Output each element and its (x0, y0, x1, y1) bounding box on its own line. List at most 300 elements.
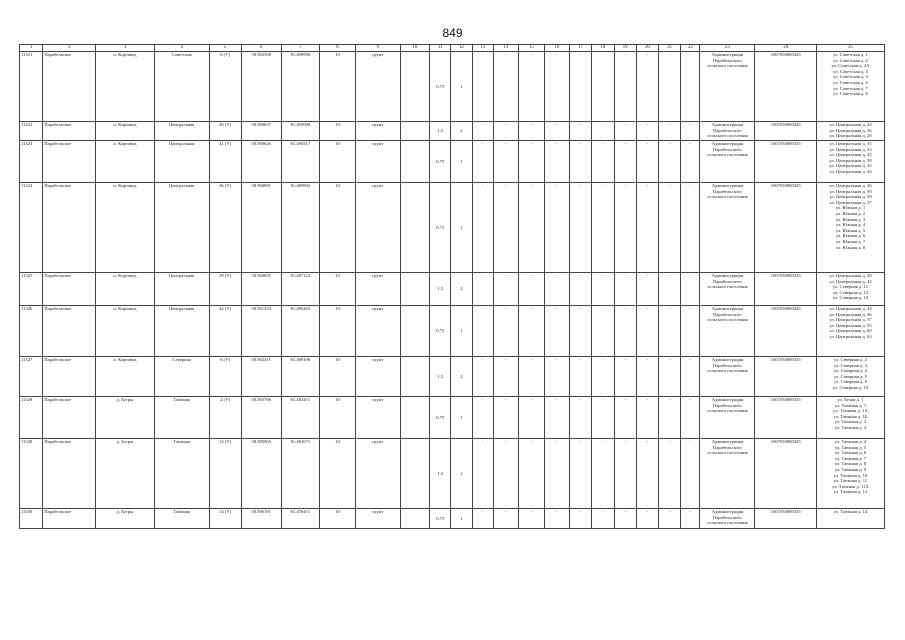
address-line: ул. Таежная д. 11 (833, 478, 868, 484)
dash-cell: - (544, 141, 569, 183)
admin-cell (700, 273, 755, 306)
dash-cell: - (544, 306, 569, 357)
dash-cell: - (636, 273, 658, 306)
column-header: 13 (472, 45, 493, 52)
address-line: ул. Центральная д. 28 (829, 133, 872, 139)
address-line: ул. Северная д. 5 (833, 373, 867, 379)
place-cell: п. Кирзавод (96, 273, 154, 306)
column-header: 18 (592, 45, 614, 52)
dash-cell: - (472, 273, 493, 306)
dash-cell: - (493, 509, 518, 529)
house-cell: 36 (У) (209, 183, 241, 273)
dash-cell: - (614, 357, 636, 397)
dash-cell: - (614, 306, 636, 357)
admin-line: Парабельского (713, 402, 742, 408)
address-line: ул. Таежная д. 12 (833, 489, 868, 495)
place-cell: п. Кирзавод (96, 122, 154, 141)
dash-cell: - (570, 509, 592, 529)
dash-cell: - (544, 52, 569, 122)
column-header: 23 (700, 45, 755, 52)
address-list-cell (816, 183, 884, 273)
area-cell: 1,5 (430, 357, 451, 397)
address-line: ул. Северная д. 11 (832, 284, 869, 290)
row-number: 11327 (20, 357, 43, 397)
dash-cell: - (493, 357, 518, 397)
house-cell: 14 (У) (209, 509, 241, 529)
house-cell: 12 (У) (209, 439, 241, 509)
admin-line: Парабельского (713, 146, 742, 152)
column-header-row (20, 45, 885, 52)
admin-line: Парабельского (713, 514, 742, 520)
latitude-cell: 58.580695 (241, 273, 281, 306)
admin-line: Администрация (711, 397, 744, 402)
dash-cell: - (636, 306, 658, 357)
settlement-cell: Парабельское (43, 357, 96, 397)
admin-line: сельского поселения (707, 194, 748, 200)
dash-cell: - (519, 183, 544, 273)
dash-cell: - (544, 439, 569, 509)
empty-cell (400, 509, 430, 529)
street-cell: Центральная (154, 183, 209, 273)
dash-cell: - (570, 439, 592, 509)
address-line: ул. Северная д. 12 (832, 289, 869, 295)
area-cell: 0,75 (430, 52, 451, 122)
area-cell: 0,75 (430, 141, 451, 183)
latitude-cell: 58.585706 (241, 397, 281, 439)
house-cell: 6 (У) (209, 357, 241, 397)
address-line: ул. Таежная д. 14 (833, 509, 868, 514)
address-line: ул. Таежная д. 1А (833, 408, 868, 414)
dash-cell: - (570, 183, 592, 273)
col8-cell: 10 (319, 273, 355, 306)
column-header: 8 (319, 45, 355, 52)
admin-cell (700, 509, 755, 529)
dash-cell: - (519, 439, 544, 509)
dash-cell: - (544, 509, 569, 529)
admin-cell (700, 397, 755, 439)
address-line: ул. Советская д. 6 (833, 79, 868, 85)
area-cell: 0,75 (430, 306, 451, 357)
admin-line: сельского поселения (707, 317, 748, 323)
dash-cell: - (544, 183, 569, 273)
admin-line: сельского поселения (707, 133, 748, 139)
address-line: ул. Северная д. 10 (832, 295, 869, 301)
address-list-cell (816, 509, 884, 529)
count-cell: 1 (451, 52, 472, 122)
latitude-cell: 58.581323 (241, 306, 281, 357)
column-header: 14 (493, 45, 518, 52)
dash-cell: - (659, 397, 681, 439)
address-line: ул. Центральная д. 60 (829, 328, 872, 334)
address-line: ул. Советская д. 7 (833, 85, 868, 91)
longitude-cell: 81.489106 (281, 357, 319, 397)
admin-line: Парабельского (713, 188, 742, 194)
settlement-cell: Парабельское (43, 122, 96, 141)
dash-cell: - (681, 397, 700, 439)
surface-cell: грунт (355, 357, 400, 397)
admin-line: сельского поселения (707, 152, 748, 158)
admin-line: сельского поселения (707, 63, 748, 69)
dash-cell: - (636, 122, 658, 141)
address-line: ул. Советская д. 8 (833, 91, 868, 97)
admin-line: Администрация (711, 357, 744, 362)
dash-cell: - (472, 122, 493, 141)
ogrn-cell: 1067030000345 (755, 397, 816, 439)
row-number: 11321 (20, 52, 43, 122)
address-line: ул. Центральная д. 26 (829, 127, 872, 133)
admin-line: Парабельского (713, 311, 742, 317)
latitude-cell: 58.580637 (241, 122, 281, 141)
dash-cell: - (659, 52, 681, 122)
address-line: ул. Таежная д. 2 (834, 419, 867, 425)
admin-line: Администрация (711, 273, 744, 278)
admin-cell (700, 183, 755, 273)
dash-cell: - (681, 509, 700, 529)
empty-cell (400, 306, 430, 357)
place-cell: п. Кирзавод (96, 183, 154, 273)
dash-cell: - (493, 306, 518, 357)
column-header: 21 (659, 45, 681, 52)
longitude-cell: 81.481671 (281, 439, 319, 509)
place-cell: д. Бугры (96, 439, 154, 509)
admin-cell (700, 439, 755, 509)
dash-cell: - (592, 439, 614, 509)
dash-cell: - (519, 509, 544, 529)
row-number: 11322 (20, 122, 43, 141)
dash-cell: - (592, 306, 614, 357)
address-line: ул. Таежная д. 9 (834, 466, 867, 472)
dash-cell: - (493, 183, 518, 273)
column-header: 24 (755, 45, 816, 52)
ogrn-cell: 1067030000345 (755, 141, 816, 183)
address-line: ул. Центральная д. 38 (829, 194, 872, 200)
column-header: 10 (400, 45, 430, 52)
admin-line: сельского поселения (707, 450, 748, 456)
admin-line: сельского поселения (707, 520, 748, 526)
area-cell: 1,5 (430, 273, 451, 306)
place-cell: д. Бугры (96, 397, 154, 439)
settlement-cell: Парабельское (43, 439, 96, 509)
settlement-cell: Парабельское (43, 397, 96, 439)
column-header: 5 (209, 45, 241, 52)
address-line: ул. Центральная д. 46 (829, 311, 872, 317)
page-number: 849 (442, 26, 463, 40)
house-cell: 26 (У) (209, 122, 241, 141)
longitude-cell: 81.485463 (281, 306, 319, 357)
dash-cell: - (659, 183, 681, 273)
dash-cell: - (544, 357, 569, 397)
street-cell: Центральная (154, 141, 209, 183)
dash-cell: - (570, 357, 592, 397)
column-header: 6 (241, 45, 281, 52)
dash-cell: - (493, 273, 518, 306)
dash-cell: - (659, 439, 681, 509)
dash-cell: - (614, 52, 636, 122)
dash-cell: - (614, 122, 636, 141)
address-line: ул. Таежная д. 6 (834, 450, 867, 456)
surface-cell: грунт (355, 439, 400, 509)
address-line: ул. Центральная д. 32 (829, 163, 872, 169)
col8-cell: 10 (319, 509, 355, 529)
dash-cell: - (493, 52, 518, 122)
surface-cell: грунт (355, 273, 400, 306)
empty-cell (400, 122, 430, 141)
street-cell: Центральная (154, 273, 209, 306)
surface-cell: грунт (355, 306, 400, 357)
longitude-cell: 81.489902 (281, 183, 319, 273)
dash-cell: - (493, 397, 518, 439)
address-line: ул. Центральная д. 42 (829, 278, 872, 284)
dash-cell: - (681, 357, 700, 397)
ogrn-cell: 1067030000345 (755, 509, 816, 529)
dash-cell: - (681, 273, 700, 306)
table-row (20, 306, 885, 357)
empty-cell (400, 183, 430, 273)
settlement-cell: Парабельское (43, 141, 96, 183)
address-line: ул. Таежная д. 7 (834, 455, 867, 461)
settlement-cell: Парабельское (43, 52, 96, 122)
street-cell: Таежная (154, 397, 209, 439)
dash-cell: - (570, 397, 592, 439)
dash-cell: - (519, 122, 544, 141)
address-line: ул. Южная д. 7 (835, 238, 866, 244)
dash-cell: - (592, 183, 614, 273)
address-line: ул. Белая д. 1 (837, 397, 864, 402)
address-line: ул. Южная д. 3 (835, 216, 866, 222)
dash-cell: - (544, 273, 569, 306)
admin-line: Парабельского (713, 57, 742, 63)
dash-cell: - (570, 52, 592, 122)
table-row (20, 439, 885, 509)
count-cell: 1 (451, 397, 472, 439)
address-list-cell (816, 141, 884, 183)
column-header: 4 (154, 45, 209, 52)
address-line: ул. Центральная д. 36 (829, 183, 872, 188)
address-list-cell (816, 52, 884, 122)
dash-cell: - (614, 141, 636, 183)
address-line: ул. Северная д. 2 (833, 357, 867, 362)
admin-line: Администрация (711, 141, 744, 146)
dash-cell: - (472, 357, 493, 397)
column-header: 19 (614, 45, 636, 52)
count-cell: 1 (451, 183, 472, 273)
address-line: ул. Таежная д. 4 (834, 439, 867, 444)
area-cell: 1,5 (430, 439, 451, 509)
dash-cell: - (519, 52, 544, 122)
dash-cell: - (681, 183, 700, 273)
house-cell: 8 (У) (209, 52, 241, 122)
dash-cell: - (659, 306, 681, 357)
place-cell: п. Кирзавод (96, 357, 154, 397)
street-cell: Таежная (154, 509, 209, 529)
admin-line: Администрация (711, 183, 744, 188)
dash-cell: - (636, 183, 658, 273)
area-cell: 0,75 (430, 397, 451, 439)
address-line: ул. Таежная д. 1 (834, 402, 867, 408)
ogrn-cell: 1067030000345 (755, 273, 816, 306)
dash-cell: - (659, 141, 681, 183)
admin-cell (700, 122, 755, 141)
settlement-cell: Парабельское (43, 273, 96, 306)
column-header: 20 (636, 45, 658, 52)
longitude-cell: 81.499998 (281, 52, 319, 122)
address-line: ул. Южная д. 5 (835, 227, 866, 233)
column-header: 12 (451, 45, 472, 52)
count-cell: 2 (451, 273, 472, 306)
address-line: ул. Северная д. 6 (833, 379, 867, 385)
register-table (19, 44, 885, 529)
admin-line: Парабельского (713, 127, 742, 133)
ogrn-cell: 1067030000345 (755, 357, 816, 397)
dash-cell: - (592, 357, 614, 397)
longitude-cell: 81.476451 (281, 509, 319, 529)
address-line: ул. Центральная д. 33 (829, 146, 872, 152)
col8-cell: 10 (319, 397, 355, 439)
dash-cell: - (636, 439, 658, 509)
house-cell: 44 (У) (209, 306, 241, 357)
dash-cell: - (592, 52, 614, 122)
col8-cell: 10 (319, 141, 355, 183)
count-cell: 1 (451, 509, 472, 529)
dash-cell: - (681, 141, 700, 183)
address-line: ул. Северная д. 3 (833, 362, 867, 368)
dash-cell: - (519, 357, 544, 397)
dash-cell: - (681, 52, 700, 122)
table-row (20, 357, 885, 397)
row-number: 11330 (20, 509, 43, 529)
address-list-cell (816, 306, 884, 357)
place-cell: п. Кирзавод (96, 141, 154, 183)
empty-cell (400, 273, 430, 306)
longitude-cell: 81.490517 (281, 141, 319, 183)
dash-cell: - (472, 141, 493, 183)
address-line: ул. Центральная д. 30 (829, 157, 872, 163)
row-number: 11324 (20, 183, 43, 273)
street-cell: Центральная (154, 122, 209, 141)
house-cell: 41 (У) (209, 141, 241, 183)
dash-cell: - (472, 397, 493, 439)
address-line: ул. Таежная д. 11А (832, 483, 869, 489)
latitude-cell: 58.585965 (241, 439, 281, 509)
dash-cell: - (493, 122, 518, 141)
surface-cell: грунт (355, 122, 400, 141)
longitude-cell: 81.487122 (281, 273, 319, 306)
ogrn-cell: 1067030000345 (755, 183, 816, 273)
count-cell: 1 (451, 306, 472, 357)
dash-cell: - (519, 273, 544, 306)
count-cell: 1 (451, 141, 472, 183)
settlement-cell: Парабельское (43, 509, 96, 529)
col8-cell: 10 (319, 357, 355, 397)
address-line: ул. Центральная д. 25 (829, 152, 872, 158)
table-row (20, 183, 885, 273)
table-row (20, 397, 885, 439)
ogrn-cell: 1067030000345 (755, 306, 816, 357)
latitude-cell: 58.580981 (241, 183, 281, 273)
admin-line: Администрация (711, 52, 744, 57)
address-line: ул. Таежная д. 1Б (833, 413, 868, 419)
column-header: 22 (681, 45, 700, 52)
surface-cell: грунт (355, 52, 400, 122)
count-cell: 2 (451, 357, 472, 397)
count-cell: 2 (451, 439, 472, 509)
latitude-cell: 58.582415 (241, 357, 281, 397)
dash-cell: - (592, 397, 614, 439)
column-header: 3 (96, 45, 154, 52)
latitude-cell: 58.580626 (241, 141, 281, 183)
row-number: 11323 (20, 141, 43, 183)
admin-line: Администрация (711, 306, 744, 311)
address-line: ул. Таежная д. 5 (834, 444, 867, 450)
address-line: ул. Советская д. 2 (833, 57, 868, 63)
dash-cell: - (472, 52, 493, 122)
dash-cell: - (519, 141, 544, 183)
row-number: 11326 (20, 306, 43, 357)
dash-cell: - (681, 306, 700, 357)
empty-cell (400, 141, 430, 183)
dash-cell: - (636, 397, 658, 439)
column-header: 2 (43, 45, 96, 52)
column-header: 7 (281, 45, 319, 52)
address-line: ул. Южная д. 2 (835, 210, 866, 216)
settlement-cell: Парабельское (43, 306, 96, 357)
dash-cell: - (659, 357, 681, 397)
dash-cell: - (592, 122, 614, 141)
ogrn-cell: 1067030000345 (755, 52, 816, 122)
admin-cell (700, 52, 755, 122)
area-cell: 0,75 (430, 509, 451, 529)
admin-cell (700, 357, 755, 397)
row-number: 11328 (20, 397, 43, 439)
dash-cell: - (493, 439, 518, 509)
table-row (20, 122, 885, 141)
longitude-cell: 81.495000 (281, 122, 319, 141)
address-line: ул. Южная д. 4 (835, 222, 866, 228)
column-header: 25 (816, 45, 884, 52)
dash-cell: - (544, 122, 569, 141)
ogrn-cell: 1067030000345 (755, 122, 816, 141)
address-line: ул. Центральная д. 37 (829, 199, 872, 205)
address-line: ул. Советская д. 3 (833, 74, 868, 80)
dash-cell: - (659, 122, 681, 141)
area-cell: 0,75 (430, 183, 451, 273)
empty-cell (400, 52, 430, 122)
dash-cell: - (614, 397, 636, 439)
column-header: 15 (519, 45, 544, 52)
dash-cell: - (519, 397, 544, 439)
address-line: ул. Северная д. 10 (832, 384, 869, 390)
address-line: ул. Северная д. 4 (833, 368, 867, 374)
dash-cell: - (636, 509, 658, 529)
empty-cell (400, 439, 430, 509)
col8-cell: 10 (319, 52, 355, 122)
address-line: ул. Южная д. 6 (835, 233, 866, 239)
dash-cell: - (681, 122, 700, 141)
surface-cell: грунт (355, 141, 400, 183)
dash-cell: - (544, 397, 569, 439)
column-header: 9 (355, 45, 400, 52)
longitude-cell: 81.482451 (281, 397, 319, 439)
street-cell: Северная (154, 357, 209, 397)
address-line: ул. Советская д. 2А (831, 63, 870, 69)
row-number: 11329 (20, 439, 43, 509)
table-row (20, 509, 885, 529)
dash-cell: - (570, 141, 592, 183)
admin-line: сельского поселения (707, 284, 748, 290)
street-cell: Советская (154, 52, 209, 122)
admin-line: Парабельского (713, 362, 742, 368)
address-line: ул. Центральная д. 31 (829, 141, 872, 146)
